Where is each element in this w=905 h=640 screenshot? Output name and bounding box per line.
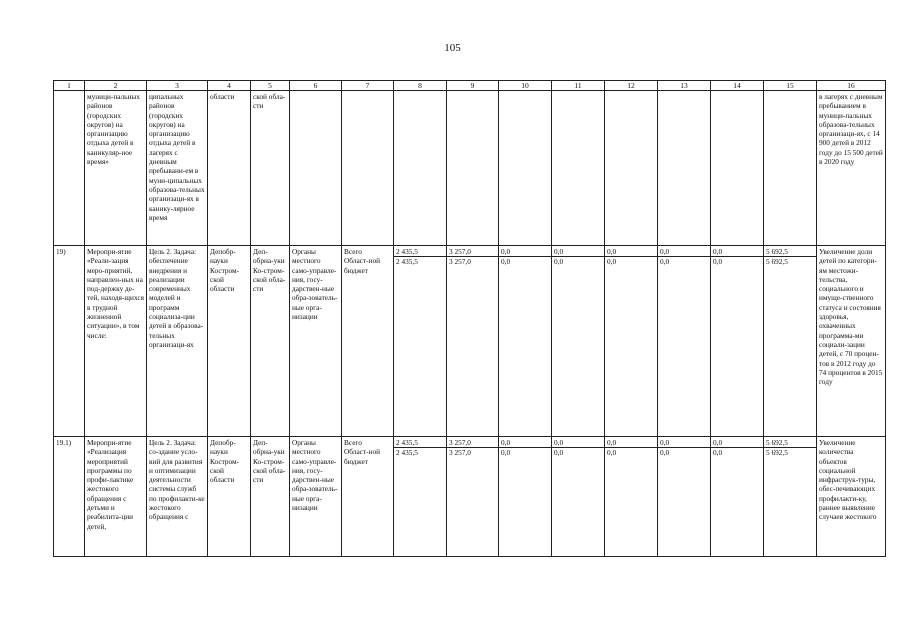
header-cell: 12 (605, 81, 658, 91)
value-total: 5 692,5 (764, 247, 816, 257)
value-total: 2 435,5 (394, 438, 446, 448)
value-total: 0,0 (658, 247, 710, 257)
value-total: 0,0 (552, 438, 604, 448)
value-regional: 2 435,5 (396, 257, 418, 266)
header-cell: 4 (208, 81, 251, 91)
value-cell (552, 437, 605, 557)
event-name: Меропри-ятие «Реализация мероприятий программы по профи-лактике жестокого обращения с детьми и реабилита-ции детей, (85, 437, 147, 557)
goal-task: Цель 2. Задача: со-здание усло-вий для развития и оптимизации деятельности системы служб по профилакти-ке жестокого обращения с (147, 437, 208, 557)
value-cell (658, 437, 711, 557)
value-cell (499, 437, 552, 557)
expected-result: в лагерях с дневным пребыванием в муници-пальных образова-тельных организаци-ях, с 14 900 детей в 2012 году до 15 500 детей в 2020 году (817, 91, 886, 246)
value-cell (394, 91, 447, 246)
value-regional: 5 692,5 (766, 448, 788, 457)
value-regional: 3 257,0 (449, 448, 471, 457)
value-regional: 2 435,5 (396, 448, 418, 457)
value-regional: 0,0 (713, 257, 723, 266)
budget-table (53, 80, 886, 557)
value-regional: 0,0 (501, 448, 511, 457)
participants: Органы местного само-управле-ния, госу-дарствен-ные обра-зователь-ные орга-низации (290, 437, 342, 557)
responsible-executor: области (208, 91, 251, 246)
header-cell: 5 (251, 81, 290, 91)
value-regional: 3 257,0 (449, 257, 471, 266)
value-regional: 0,0 (607, 257, 617, 266)
value-regional: 0,0 (554, 257, 564, 266)
total-cell (764, 437, 817, 557)
funding-source-regional: Област-ной бюджет (344, 447, 380, 466)
value-cell (605, 437, 658, 557)
value-cell (394, 437, 447, 557)
value-regional: 5 692,5 (766, 257, 788, 266)
table-row (54, 91, 886, 246)
value-regional: 0,0 (607, 448, 617, 457)
participants: Органы местного само-управле-ния, госу-дарствен-ные обра-зователь-ные орга-низации (290, 246, 342, 437)
header-cell: 1 (54, 81, 85, 91)
header-cell: 15 (764, 81, 817, 91)
funding-source-regional: Област-ной бюджет (344, 256, 380, 275)
value-cell (658, 246, 711, 437)
funding-source (342, 437, 394, 557)
responsible-executor: Депобр-науки Костром-ской области (208, 246, 251, 437)
value-cell (394, 246, 447, 437)
value-total: 0,0 (552, 247, 604, 257)
value-cell (552, 91, 605, 246)
header-cell: 14 (711, 81, 764, 91)
value-regional: 0,0 (501, 257, 511, 266)
header-cell: 10 (499, 81, 552, 91)
value-total: 3 257,0 (447, 247, 498, 257)
table-row (54, 246, 886, 437)
value-regional: 0,0 (660, 257, 670, 266)
funding-source (342, 246, 394, 437)
header-cell: 6 (290, 81, 342, 91)
value-total: 0,0 (658, 438, 710, 448)
header-cell: 11 (552, 81, 605, 91)
header-cell: 9 (447, 81, 499, 91)
value-cell (605, 91, 658, 246)
value-total: 0,0 (711, 438, 763, 448)
page-number: 105 (444, 42, 461, 54)
participants (290, 91, 342, 246)
value-cell (658, 91, 711, 246)
total-cell (764, 246, 817, 437)
value-cell (605, 246, 658, 437)
header-cell: 3 (147, 81, 208, 91)
header-cell: 13 (658, 81, 711, 91)
row-number (54, 91, 85, 246)
row-number: 19.1) (54, 437, 85, 557)
value-total: 0,0 (499, 247, 551, 257)
value-cell (711, 437, 764, 557)
header-cell: 7 (342, 81, 394, 91)
event-name: муници-пальных районов (городских округов) на организацию отдыха детей в каникуляр-ное время» (85, 91, 147, 246)
budget-manager: Деп-обрна-уки Ко-стром-ской обла-сти (251, 246, 290, 437)
budget-manager: ской обла-сти (251, 91, 290, 246)
value-cell (499, 91, 552, 246)
value-cell (499, 246, 552, 437)
value-cell (711, 246, 764, 437)
funding-source-total: Всего (344, 247, 362, 256)
table-row (54, 437, 886, 557)
value-total: 0,0 (711, 247, 763, 257)
budget-manager: Деп-обрна-уки Ко-стром-ской обла-сти (251, 437, 290, 557)
value-cell (711, 91, 764, 246)
event-name: Меропри-ятие «Реали-зация меро-приятий, направлен-ных на под-держку де-тей, находя-щихся в трудной жизненной ситуации», в том числе: (85, 246, 147, 437)
value-total: 0,0 (499, 438, 551, 448)
column-number-header (54, 81, 886, 91)
responsible-executor: Депобр-науки Костром-ской области (208, 437, 251, 557)
value-cell (447, 91, 499, 246)
expected-result: Увеличение количества объектов социальной инфраструк-туры, обес-печивающих профилакти-ку, раннее выявление случаев жестокого (817, 437, 886, 557)
value-total: 3 257,0 (447, 438, 498, 448)
total-cell (764, 91, 817, 246)
funding-source (342, 91, 394, 246)
header-cell: 2 (85, 81, 147, 91)
row-number: 19) (54, 246, 85, 437)
value-total: 0,0 (605, 247, 657, 257)
header-cell: 8 (394, 81, 447, 91)
expected-result: Увеличение доли детей по категори-ям местожи-тельства, социального и имуще-ственного статуса и состояния здоровья, охваченных программа-ми социали-зации детей, с 70 процен-тов в 2012 году до 74 процентов в 2015 году (817, 246, 886, 437)
goal-task: ципальных районов (городских округов) на организацию отдыха детей в лагерях с дневным пребывани-ем в муни-ципальных образова-тельных организаци-ях в канику-лярное время (147, 91, 208, 246)
funding-source-total: Всего (344, 438, 362, 447)
value-regional: 0,0 (713, 448, 723, 457)
value-cell (447, 246, 499, 437)
value-cell (447, 437, 499, 557)
goal-task: Цель 2. Задача: обеспечение внедрения и реализации современных моделей и программ социализа-ции детей в образова-тельных организаци-ях (147, 246, 208, 437)
header-cell: 16 (817, 81, 886, 91)
value-regional: 0,0 (554, 448, 564, 457)
value-total: 0,0 (605, 438, 657, 448)
value-total: 5 692,5 (764, 438, 816, 448)
value-total: 2 435,5 (394, 247, 446, 257)
value-cell (552, 246, 605, 437)
value-regional: 0,0 (660, 448, 670, 457)
